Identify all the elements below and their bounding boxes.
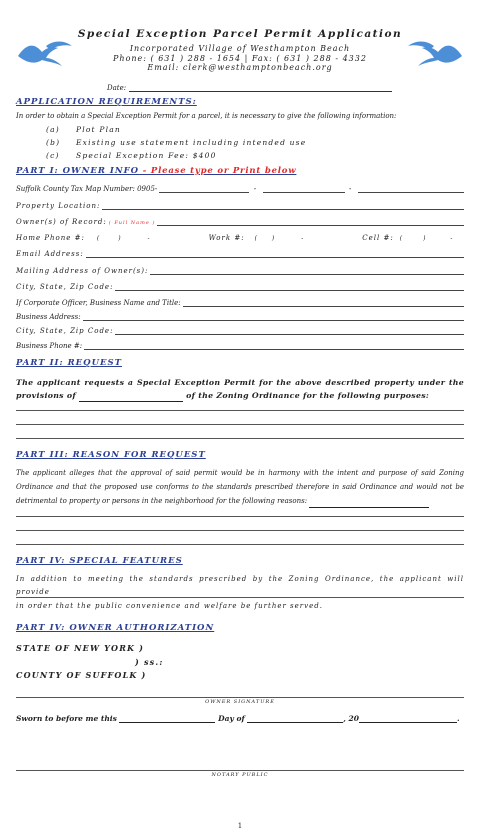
reason-line-3[interactable] xyxy=(16,544,464,545)
request-line-3[interactable] xyxy=(16,438,464,439)
business-city-field[interactable]: City, State, Zip Code: xyxy=(16,325,464,335)
business-address-field[interactable]: Business Address: xyxy=(16,311,464,321)
ss-line: ) ss.: xyxy=(135,657,164,667)
part3-reason-text: The applicant alleges that the approval of said permit would be in harmony with the intent and purpose of said Zoning Ordinance and that the proposed use conforms to the standards prescribed therefore in said Ordinance and would not be detrimental to property or persons in the neighborhood for the following reasons: xyxy=(16,466,464,508)
owner-record-field[interactable]: Owner(s) of Record: ( Full Name ) xyxy=(16,216,464,226)
special-features-line[interactable] xyxy=(16,597,464,598)
owner-signature-caption: OWNER SIGNATURE xyxy=(205,699,275,705)
full-name-hint: ( Full Name ) xyxy=(108,220,156,226)
notary-caption: NOTARY PUBLIC xyxy=(211,772,269,778)
corporate-officer-field[interactable]: If Corporate Officer, Business Name and Title: xyxy=(16,297,464,307)
city-state-zip-field[interactable]: City, State, Zip Code: xyxy=(16,281,464,291)
requirements-heading: APPLICATION REQUIREMENTS: xyxy=(16,97,197,107)
email-line: Email: clerk@westhamptonbeach.org xyxy=(147,63,333,72)
property-location-field[interactable]: Property Location: xyxy=(16,200,464,210)
county-line: COUNTY OF SUFFOLK ) xyxy=(16,670,147,680)
part3-heading: PART III: REASON FOR REQUEST xyxy=(16,450,206,460)
requirements-intro: In order to obtain a Special Exception Permit for a parcel, it is necessary to give the following information: xyxy=(16,112,397,120)
req-item-b: (b) Existing use statement including intended use xyxy=(46,138,307,147)
request-line-2[interactable] xyxy=(16,424,464,425)
reason-line-1[interactable] xyxy=(16,516,464,517)
business-phone-field[interactable]: Business Phone #: xyxy=(16,340,464,350)
owner-signature-line[interactable] xyxy=(16,697,464,698)
request-line-1[interactable] xyxy=(16,410,464,411)
form-title: Special Exception Parcel Permit Application xyxy=(77,28,403,40)
tax-map-field[interactable]: Suffolk County Tax Map Number: 0905- - - xyxy=(16,183,464,193)
sworn-line[interactable]: Sworn to before me this Day of , 20 . xyxy=(16,714,460,723)
req-item-a: (a) Plot Plan xyxy=(46,125,121,134)
reason-line-2[interactable] xyxy=(16,530,464,531)
part5-heading: PART IV: OWNER AUTHORIZATION xyxy=(16,623,215,633)
phone-row[interactable]: Home Phone #: ( ) - Work #: ( ) - Cell #: ( ) - xyxy=(16,234,454,242)
part1-heading: PART I: OWNER INFO - Please type or Print below xyxy=(16,166,297,176)
state-line: STATE OF NEW YORK ) xyxy=(16,643,145,653)
page-number: 1 xyxy=(237,822,243,830)
notary-signature-line[interactable] xyxy=(16,770,464,771)
part4-text-1: In addition to meeting the standards prescribed by the Zoning Ordinance, the applicant will provide xyxy=(16,575,464,596)
date-label: Date: xyxy=(107,84,127,92)
email-field[interactable]: Email Address: xyxy=(16,248,464,258)
part2-request-text: The applicant requests a Special Exception Permit for the above described property under the provisions of of the Zoning Ordinance for the following purposes: xyxy=(16,378,464,400)
village-name: Incorporated Village of Westhampton Beach xyxy=(129,44,351,53)
date-field[interactable] xyxy=(107,84,392,92)
part2-heading: PART II: REQUEST xyxy=(16,358,122,368)
req-item-c: (c) Special Exception Fee: $400 xyxy=(46,151,217,160)
part4-heading: PART IV: SPECIAL FEATURES xyxy=(16,556,183,566)
part4-text-2: in order that the public convenience and welfare be further served. xyxy=(16,602,323,610)
mailing-address-field[interactable]: Mailing Address of Owner(s): xyxy=(16,265,464,275)
phone-fax: Phone: ( 631 ) 288 - 1654 | Fax: ( 631 ) 288 - 4332 xyxy=(113,54,367,63)
